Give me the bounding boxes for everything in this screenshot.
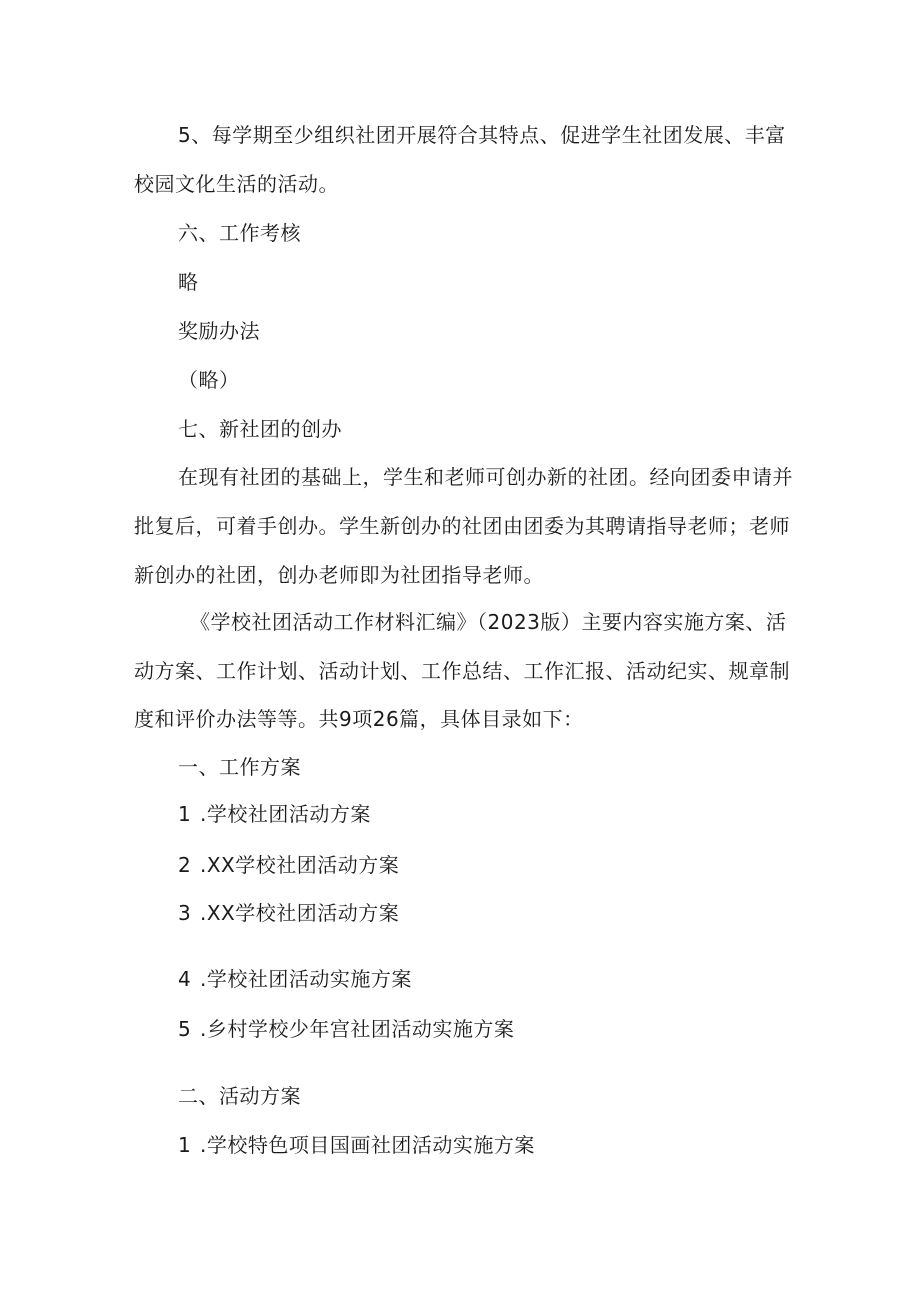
paragraph-activity-line-1: 5、每学期至少组织社团开展符合其特点、促进学生社团发展、丰富 xyxy=(178,123,786,147)
reward-heading: 奖励办法 xyxy=(178,319,260,343)
paragraph-new-club-line-2: 批复后，可着手创办。学生新创办的社团由团委为其聘请指导老师；老师 xyxy=(134,514,790,538)
section-six-body: 略 xyxy=(178,270,199,294)
toc-item-number: 4 xyxy=(178,967,192,991)
toc-item-title: .学校特色项目国画社团活动实施方案 xyxy=(200,1133,535,1157)
toc-item-title: .学校社团活动方案 xyxy=(200,802,371,826)
paragraph-new-club-line-1: 在现有社团的基础上，学生和老师可创办新的社团。经向团委申请并 xyxy=(178,465,793,489)
section-six-heading: 六、工作考核 xyxy=(178,221,301,245)
toc-item-title: .乡村学校少年宫社团活动实施方案 xyxy=(200,1017,515,1041)
toc-item-title: .XX学校社团活动方案 xyxy=(200,853,400,877)
toc-work-item xyxy=(178,1017,514,1041)
toc-activity-heading: 二、活动方案 xyxy=(178,1084,301,1108)
toc-work-item xyxy=(178,802,371,826)
toc-item-number: 3 xyxy=(178,901,192,925)
toc-item-number: 1 xyxy=(178,1133,192,1157)
toc-work-heading: 一、工作方案 xyxy=(178,755,301,779)
reward-body: （略） xyxy=(178,368,240,392)
toc-item-number: 1 xyxy=(178,802,192,826)
toc-work-item xyxy=(178,967,412,991)
toc-work-item xyxy=(178,853,399,877)
toc-item-title: .学校社团活动实施方案 xyxy=(200,967,412,991)
paragraph-activity-line-2: 校园文化生活的活动。 xyxy=(134,172,339,196)
paragraph-new-club-line-3: 新创办的社团，创办老师即为社团指导老师。 xyxy=(134,563,544,587)
toc-item-number: 5 xyxy=(178,1017,192,1041)
section-seven-heading: 七、新社团的创办 xyxy=(178,417,342,441)
paragraph-compilation-line-1: 《学校社团活动工作材料汇编》（2023版）主要内容实施方案、活 xyxy=(190,610,787,634)
toc-item-title: .XX学校社团活动方案 xyxy=(200,901,400,925)
toc-work-item xyxy=(178,901,399,925)
toc-activity-item xyxy=(178,1133,535,1157)
paragraph-compilation-line-2: 动方案、工作计划、活动计划、工作总结、工作汇报、活动纪实、规章制 xyxy=(134,659,790,683)
paragraph-compilation-line-3: 度和评价办法等等。共9项26篇，具体目录如下： xyxy=(134,707,584,731)
toc-item-number: 2 xyxy=(178,853,192,877)
